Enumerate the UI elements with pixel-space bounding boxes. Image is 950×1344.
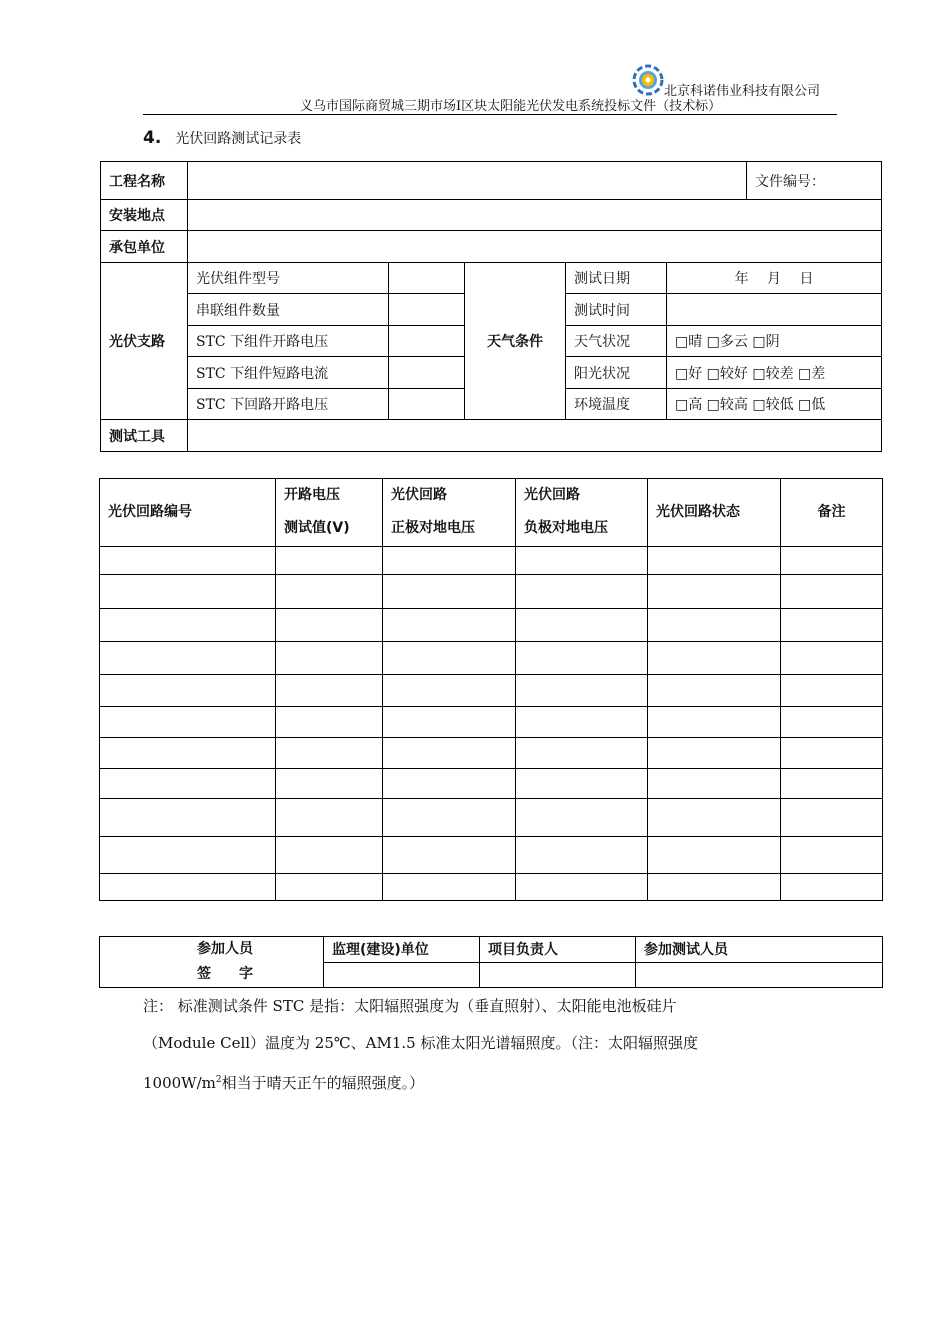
weather-item-value[interactable]: □高 □较高 □较低 □低 [667, 389, 882, 420]
cell[interactable] [516, 642, 648, 675]
table-row [100, 547, 883, 575]
cell[interactable] [781, 575, 883, 609]
pv-branch-label: 光伏支路 [101, 263, 188, 420]
company-logo-icon [632, 64, 664, 96]
section-number: 4. [143, 128, 162, 148]
cell[interactable] [516, 707, 648, 738]
cell[interactable] [648, 675, 781, 707]
cell[interactable] [383, 874, 516, 901]
cell[interactable] [276, 769, 383, 799]
cell[interactable] [516, 799, 648, 837]
cell[interactable] [276, 675, 383, 707]
supervisor-label: 监理(建设)单位 [324, 937, 480, 963]
cell[interactable] [648, 642, 781, 675]
weather-item-value[interactable]: □晴 □多云 □阴 [667, 326, 882, 357]
pv-item-label: STC 下组件短路电流 [188, 357, 389, 389]
company-name: 北京科诺伟业科技有限公司 [664, 84, 821, 99]
test-staff-signature-field[interactable] [636, 962, 883, 988]
project-name-label: 工程名称 [101, 162, 188, 200]
header-positive-to-ground: 光伏回路 正极对地电压 [383, 479, 516, 547]
cell[interactable] [648, 837, 781, 874]
test-staff-label: 参加测试人员 [636, 937, 883, 963]
cell[interactable] [383, 675, 516, 707]
cell[interactable] [648, 799, 781, 837]
note-line-2: （Module Cell）温度为 25℃、AM1.5 标准太阳光谱辐照度。（注：太阳辐照强度 [143, 1034, 698, 1052]
header-circuit-number: 光伏回路编号 [100, 479, 276, 547]
table-row [100, 642, 883, 675]
supervisor-signature-field[interactable] [324, 962, 480, 988]
cell[interactable] [781, 642, 883, 675]
cell[interactable] [781, 547, 883, 575]
cell[interactable] [648, 738, 781, 769]
cell[interactable] [276, 738, 383, 769]
weather-label: 天气条件 [465, 263, 566, 420]
cell[interactable] [383, 547, 516, 575]
cell[interactable] [648, 707, 781, 738]
project-lead-label: 项目负责人 [480, 937, 636, 963]
table-row [100, 738, 883, 769]
cell[interactable] [100, 609, 276, 642]
project-name-field[interactable] [188, 162, 747, 200]
cell[interactable] [100, 769, 276, 799]
table-row [100, 675, 883, 707]
pv-item-label: 光伏组件型号 [188, 263, 389, 294]
cell[interactable] [781, 609, 883, 642]
cell[interactable] [276, 575, 383, 609]
cell[interactable] [781, 837, 883, 874]
note-line-1: 注： 标准测试条件 STC 是指：太阳辐照强度为（垂直照射）、太阳能电池板硅片 [143, 997, 677, 1015]
table-row [100, 575, 883, 609]
file-number-field[interactable]: 文件编号： [747, 162, 882, 200]
pv-item-label: STC 下回路开路电压 [188, 389, 389, 420]
cell[interactable] [516, 575, 648, 609]
pv-item-value[interactable] [389, 389, 465, 420]
participants-signature-label: 参加人员 签 字 [100, 937, 324, 988]
cell[interactable] [648, 547, 781, 575]
contractor-label: 承包单位 [101, 231, 188, 263]
table-row [100, 837, 883, 874]
cell[interactable] [276, 874, 383, 901]
cell[interactable] [276, 799, 383, 837]
table-row [100, 769, 883, 799]
test-tool-label: 测试工具 [101, 420, 188, 452]
header-open-circuit-voltage: 开路电压 测试值(V) [276, 479, 383, 547]
document-header-title: 义乌市国际商贸城三期市场Ⅰ区块太阳能光伏发电系统投标文件（技术标） [300, 99, 722, 114]
cell[interactable] [781, 874, 883, 901]
cell[interactable] [516, 675, 648, 707]
cell[interactable] [781, 799, 883, 837]
pv-item-label: STC 下组件开路电压 [188, 326, 389, 357]
pv-item-value[interactable] [389, 357, 465, 389]
cell[interactable] [781, 707, 883, 738]
cell[interactable] [383, 575, 516, 609]
cell[interactable] [516, 609, 648, 642]
cell[interactable] [383, 799, 516, 837]
signature-table [99, 936, 883, 988]
section-heading [143, 128, 301, 148]
footnote [143, 988, 843, 1102]
cell[interactable] [781, 738, 883, 769]
cell[interactable] [100, 874, 276, 901]
cell[interactable] [276, 837, 383, 874]
table-row [100, 609, 883, 642]
cell[interactable] [383, 837, 516, 874]
cell[interactable] [648, 769, 781, 799]
section-title: 光伏回路测试记录表 [175, 131, 302, 147]
install-site-field[interactable] [188, 200, 882, 231]
pv-item-value[interactable] [389, 263, 465, 294]
cell[interactable] [276, 547, 383, 575]
cell[interactable] [516, 769, 648, 799]
cell[interactable] [383, 769, 516, 799]
cell[interactable] [516, 738, 648, 769]
weather-item-label: 测试时间 [566, 294, 667, 326]
test-tool-field[interactable] [188, 420, 882, 452]
cell[interactable] [383, 738, 516, 769]
table-row [100, 799, 883, 837]
header-remarks: 备注 [781, 479, 883, 547]
weather-item-label: 阳光状况 [566, 357, 667, 389]
weather-item-value[interactable]: 年 月 日 [667, 263, 882, 294]
pv-item-label: 串联组件数量 [188, 294, 389, 326]
cell[interactable] [781, 769, 883, 799]
cell[interactable] [648, 874, 781, 901]
cell[interactable] [100, 707, 276, 738]
cell[interactable] [100, 837, 276, 874]
table-row [100, 707, 883, 738]
header-circuit-status: 光伏回路状态 [648, 479, 781, 547]
contractor-field[interactable] [188, 231, 882, 263]
weather-item-value[interactable] [667, 294, 882, 326]
cell[interactable] [276, 609, 383, 642]
weather-item-value[interactable]: □好 □较好 □较差 □差 [667, 357, 882, 389]
weather-item-label: 测试日期 [566, 263, 667, 294]
header-negative-to-ground: 光伏回路 负极对地电压 [516, 479, 648, 547]
cell[interactable] [648, 575, 781, 609]
weather-item-label: 天气状况 [566, 326, 667, 357]
cell[interactable] [516, 874, 648, 901]
cell[interactable] [100, 675, 276, 707]
cell[interactable] [276, 642, 383, 675]
cell[interactable] [648, 609, 781, 642]
cell[interactable] [100, 799, 276, 837]
install-site-label: 安装地点 [101, 200, 188, 231]
cell[interactable] [516, 547, 648, 575]
cell[interactable] [276, 707, 383, 738]
cell[interactable] [516, 837, 648, 874]
pv-item-value[interactable] [389, 326, 465, 357]
cell[interactable] [781, 675, 883, 707]
weather-item-label: 环境温度 [566, 389, 667, 420]
table-row [100, 874, 883, 901]
cell[interactable] [100, 738, 276, 769]
info-table [100, 161, 882, 452]
note-line-3: $1000W/m^2$相当于晴天正午的辐照强度。） [143, 1074, 425, 1092]
record-table [99, 478, 883, 901]
cell[interactable] [383, 609, 516, 642]
project-lead-signature-field[interactable] [480, 962, 636, 988]
cell[interactable] [100, 575, 276, 609]
header-divider [143, 114, 837, 115]
pv-item-value[interactable] [389, 294, 465, 326]
cell[interactable] [100, 547, 276, 575]
cell[interactable] [383, 707, 516, 738]
cell[interactable] [100, 642, 276, 675]
cell[interactable] [383, 642, 516, 675]
